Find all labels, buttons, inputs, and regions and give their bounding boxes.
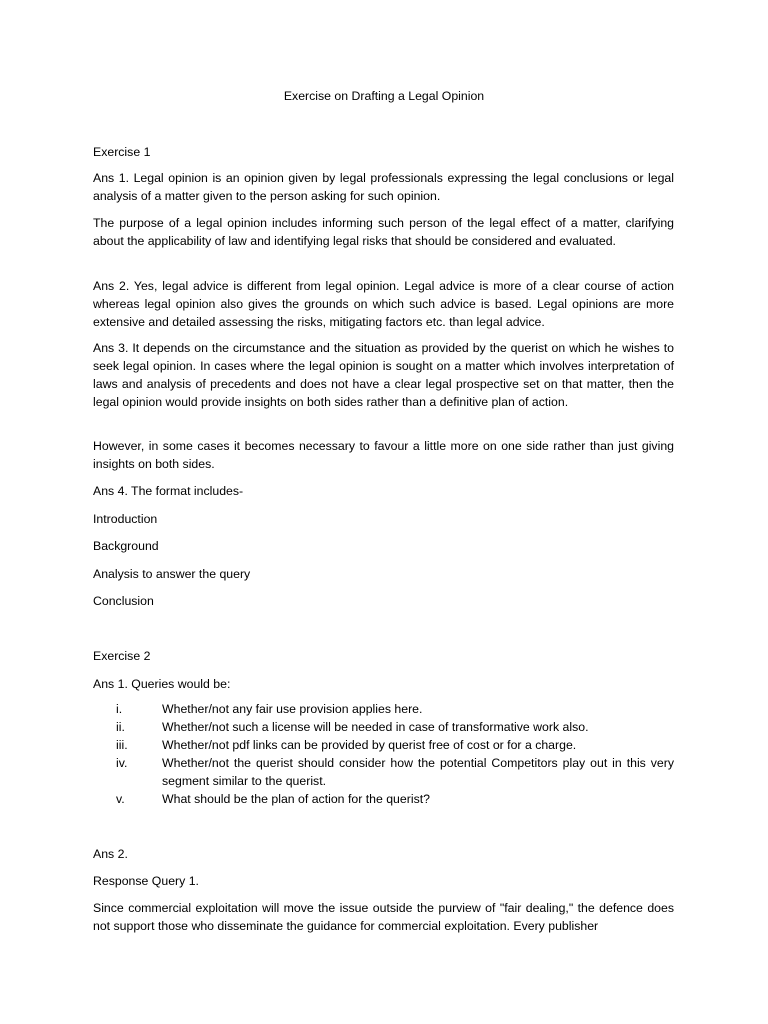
- response-query-label: Response Query 1.: [93, 874, 199, 888]
- list-item-text: Whether/not such a license will be needed in case of transformative work also.: [162, 720, 589, 734]
- list-item: [93, 718, 674, 736]
- list-item-text: Whether/not any fair use provision applies here.: [162, 702, 423, 716]
- ex1-ans4-paragraph: Ans 4. The format includes-: [93, 484, 244, 498]
- response-query-paragraph: Since commercial exploitation will move the issue outside the purview of "fair dealing," the defence does not support those who disseminate the guidance for commercial exploitation. Every publisher: [93, 901, 674, 933]
- list-item: [93, 790, 674, 808]
- list-item-number: ii.: [116, 720, 125, 734]
- list-item: [93, 736, 674, 754]
- format-item-introduction: Introduction: [93, 512, 158, 526]
- exercise1-heading: Exercise 1: [93, 145, 151, 159]
- list-item-number: iv.: [116, 756, 128, 770]
- list-item-text: Whether/not pdf links can be provided by querist free of cost or for a charge.: [162, 738, 577, 752]
- format-item-conclusion: Conclusion: [93, 594, 154, 608]
- exercise2-heading: Exercise 2: [93, 649, 151, 663]
- format-item-analysis: Analysis to answer the query: [93, 567, 251, 581]
- list-item-number: i.: [116, 702, 123, 716]
- list-item-text: Whether/not the querist should consider how the potential Competitors play out in this very segment similar to the querist.: [162, 756, 674, 788]
- list-item-number: v.: [116, 792, 125, 806]
- list-item: [93, 754, 674, 790]
- list-item: [93, 700, 674, 718]
- ex1-however-paragraph: However, in some cases it becomes necessary to favour a little more on one side rather than just giving insights on both sides.: [93, 439, 674, 471]
- ex1-ans2-paragraph: Ans 2. Yes, legal advice is different from legal opinion. Legal advice is more of a clear course of action whereas legal opinion also gives the grounds on which such advice is based. Legal opinions are more extensive and detailed assessing the risks, mitigating factors etc. than legal advice.: [93, 279, 674, 329]
- ex2-ans2-label: Ans 2.: [93, 847, 128, 861]
- list-item-text: What should be the plan of action for the querist?: [162, 792, 430, 806]
- ex2-ans1-intro: Ans 1. Queries would be:: [93, 677, 231, 691]
- list-item-number: iii.: [116, 738, 128, 752]
- queries-list: [93, 700, 674, 808]
- ex1-ans3-paragraph: Ans 3. It depends on the circumstance and the situation as provided by the querist on which he wishes to seek legal opinion. In cases where the legal opinion is sought on a matter which involves interpretation of laws and analysis of precedents and does not have a clear legal prospective set on that matter, then the legal opinion would provide insights on both sides rather than a definitive plan of action.: [93, 341, 674, 409]
- ex1-purpose-paragraph: The purpose of a legal opinion includes informing such person of the legal effect of a matter, clarifying about the applicability of law and identifying legal risks that should be considered and evaluated.: [93, 216, 674, 248]
- document-title: Exercise on Drafting a Legal Opinion: [283, 89, 485, 103]
- format-item-background: Background: [93, 539, 159, 553]
- ex1-ans1-paragraph: Ans 1. Legal opinion is an opinion given by legal professionals expressing the legal conclusions or legal analysis of a matter given to the person asking for such opinion.: [93, 171, 674, 203]
